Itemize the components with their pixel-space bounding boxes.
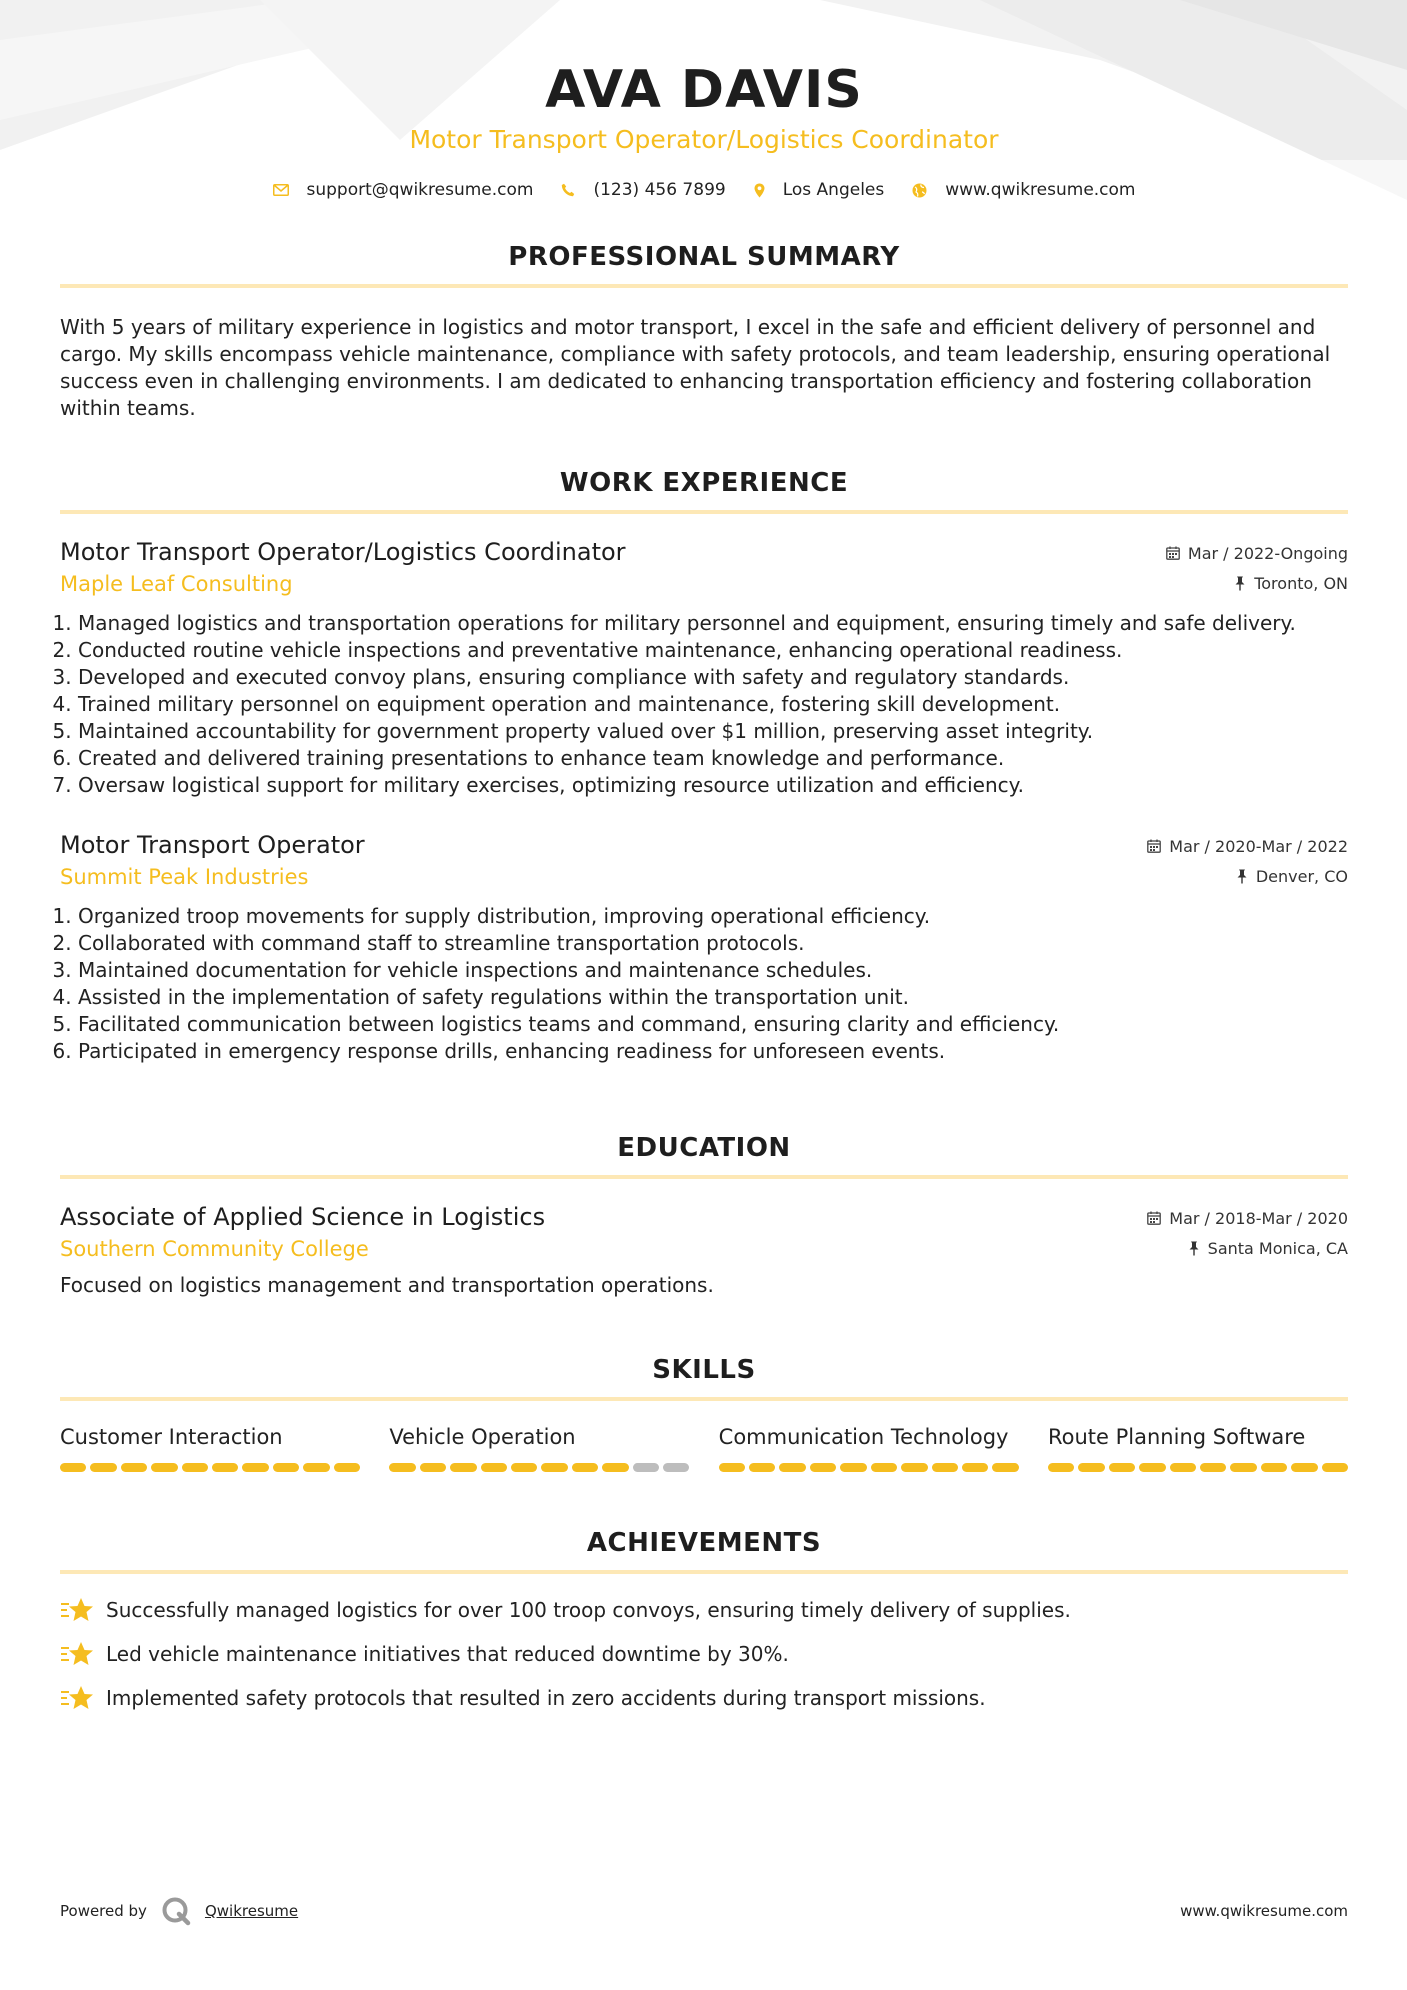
job-location-text: Toronto, ON xyxy=(1254,574,1348,593)
list-item: 4. Assisted in the implementation of safety regulations within the transportation unit. xyxy=(78,984,1348,1011)
skill-segment-filled xyxy=(242,1463,268,1472)
degree-title: Associate of Applied Science in Logistics xyxy=(60,1203,546,1231)
contact-bar xyxy=(60,176,1348,204)
skill-segment-filled xyxy=(1078,1463,1104,1472)
job-date xyxy=(1147,837,1348,856)
job-title: Motor Transport Operator/Logistics Coordinator xyxy=(60,538,626,566)
achievement-text: Successfully managed logistics for over 100 troop convoys, ensuring timely delivery of supplies. xyxy=(106,1598,1071,1622)
skill-segment-filled xyxy=(572,1463,598,1472)
skill-segment-filled xyxy=(511,1463,537,1472)
skill-meter xyxy=(719,1463,1019,1472)
contact-website[interactable] xyxy=(912,180,1135,200)
star-icon xyxy=(60,1685,94,1711)
section-divider xyxy=(60,510,1348,514)
job-company: Maple Leaf Consulting xyxy=(60,572,293,596)
summary-section xyxy=(60,240,1348,422)
education-header-row xyxy=(60,1201,1348,1233)
list-item: 6. Created and delivered training presentations to enhance team knowledge and performance. xyxy=(78,745,1348,772)
job-header-row xyxy=(60,829,1348,861)
pushpin-icon xyxy=(1234,576,1246,591)
education-date-text: Mar / 2018-Mar / 2020 xyxy=(1169,1208,1348,1228)
job-sub-row xyxy=(60,568,1348,600)
education-heading: EDUCATION xyxy=(617,1133,791,1163)
footer-website[interactable]: www.qwikresume.com xyxy=(1180,1902,1348,1920)
education-entry xyxy=(60,1201,1348,1299)
skill-segment-filled xyxy=(992,1463,1018,1472)
skill-name: Communication Technology xyxy=(718,1425,1009,1449)
skill-segment-empty xyxy=(633,1463,659,1472)
skill-segment-filled xyxy=(1139,1463,1165,1472)
list-item: 2. Collaborated with command staff to streamline transportation protocols. xyxy=(78,930,1348,957)
calendar-icon xyxy=(1166,546,1180,560)
experience-section xyxy=(60,466,1348,1065)
envelope-icon xyxy=(273,184,289,196)
achievement-text: Led vehicle maintenance initiatives that reduced downtime by 30%. xyxy=(106,1642,789,1666)
resume-content xyxy=(60,0,1348,1728)
achievements-heading: ACHIEVEMENTS xyxy=(586,1528,822,1558)
job-date-text: Mar / 2022-Ongoing xyxy=(1187,543,1348,563)
skill-segment-filled xyxy=(303,1463,329,1472)
skill-segment-filled xyxy=(932,1463,958,1472)
skill-segment-filled xyxy=(871,1463,897,1472)
skill-segment-filled xyxy=(602,1463,628,1472)
skill-segment-filled xyxy=(60,1463,86,1472)
powered-by-label: Powered by xyxy=(60,1902,147,1920)
skill-segment-filled xyxy=(810,1463,836,1472)
achievement-item xyxy=(60,1596,1348,1624)
contact-location-text: Los Angeles xyxy=(782,180,885,200)
job-date xyxy=(1166,544,1348,563)
skill-segment-filled xyxy=(450,1463,476,1472)
skill-segment-filled xyxy=(779,1463,805,1472)
skill-meter xyxy=(1048,1463,1348,1472)
skill-segment-filled xyxy=(334,1463,360,1472)
skill-item xyxy=(389,1423,689,1472)
skill-segment-filled xyxy=(212,1463,238,1472)
list-item: 1. Managed logistics and transportation operations for military personnel and equipment, ensuring timely and safe delivery. xyxy=(78,610,1348,637)
list-item: 3. Maintained documentation for vehicle inspections and maintenance schedules. xyxy=(78,957,1348,984)
list-item: 4. Trained military personnel on equipment operation and maintenance, fostering skill development. xyxy=(78,691,1348,718)
powered-by xyxy=(60,1896,298,1926)
skill-segment-filled xyxy=(749,1463,775,1472)
contact-email[interactable] xyxy=(273,180,534,200)
pushpin-icon xyxy=(1236,869,1248,884)
section-divider xyxy=(60,1570,1348,1574)
star-icon xyxy=(60,1597,94,1623)
achievement-item xyxy=(60,1684,1348,1712)
summary-heading: PROFESSIONAL SUMMARY xyxy=(508,242,900,272)
section-divider xyxy=(60,1175,1348,1179)
skill-segment-filled xyxy=(541,1463,567,1472)
job-location xyxy=(1236,867,1348,886)
resume-header xyxy=(60,0,1348,204)
skill-segment-filled xyxy=(1322,1463,1348,1472)
skill-segment-filled xyxy=(901,1463,927,1472)
list-item: 5. Facilitated communication between logistics teams and command, ensuring clarity and efficiency. xyxy=(78,1011,1348,1038)
skills-section xyxy=(60,1353,1348,1472)
achievements-list xyxy=(60,1596,1348,1712)
calendar-icon xyxy=(1147,839,1161,853)
experience-heading: WORK EXPERIENCE xyxy=(559,468,849,498)
skill-item xyxy=(60,1423,360,1472)
skill-segment-filled xyxy=(121,1463,147,1472)
section-divider xyxy=(60,1397,1348,1401)
star-icon xyxy=(60,1641,94,1667)
skill-segment-filled xyxy=(420,1463,446,1472)
candidate-name: AVA DAVIS xyxy=(545,60,863,120)
job-location-text: Denver, CO xyxy=(1255,867,1348,886)
achievement-text: Implemented safety protocols that resulted in zero accidents during transport missions. xyxy=(106,1686,986,1710)
education-sub-row xyxy=(60,1233,1348,1265)
skill-segment-filled xyxy=(1048,1463,1074,1472)
section-divider xyxy=(60,284,1348,288)
contact-email-text: support@qwikresume.com xyxy=(306,180,534,200)
map-pin-icon xyxy=(754,183,765,198)
achievements-section xyxy=(60,1526,1348,1712)
job-entry xyxy=(60,536,1348,799)
job-sub-row xyxy=(60,861,1348,893)
page-footer xyxy=(60,1896,1348,1926)
skill-segment-filled xyxy=(151,1463,177,1472)
phone-icon xyxy=(561,183,575,197)
skill-segment-filled xyxy=(273,1463,299,1472)
education-location xyxy=(1188,1239,1348,1258)
summary-text: With 5 years of military experience in logistics and motor transport, I excel in the safe and efficient delivery of personnel and cargo. My skills encompass vehicle maintenance, compliance with safety protocols, and team leadership, ensuring operational success even in challenging environments. I am dedicated to enhancing transportation efficiency and fostering collaboration within teams. xyxy=(60,315,1331,420)
skill-segment-filled xyxy=(1230,1463,1256,1472)
skill-segment-filled xyxy=(840,1463,866,1472)
list-item: 3. Developed and executed convoy plans, ensuring compliance with safety and regulatory standards. xyxy=(78,664,1348,691)
contact-phone-text: (123) 456 7899 xyxy=(593,180,726,200)
job-company: Summit Peak Industries xyxy=(60,865,309,889)
job-bullets xyxy=(60,903,1348,1065)
skill-name: Vehicle Operation xyxy=(389,1425,576,1449)
skills-heading: SKILLS xyxy=(652,1355,756,1385)
list-item: 7. Oversaw logistical support for military exercises, optimizing resource utilization and efficiency. xyxy=(78,772,1348,799)
contact-website-text: www.qwikresume.com xyxy=(945,180,1136,200)
school-name: Southern Community College xyxy=(60,1237,369,1261)
skill-segment-filled xyxy=(481,1463,507,1472)
skill-segment-filled xyxy=(1200,1463,1226,1472)
qwikresume-link[interactable]: Qwikresume xyxy=(204,1902,299,1920)
globe-icon xyxy=(912,183,927,198)
skill-segment-filled xyxy=(1109,1463,1135,1472)
skill-item xyxy=(719,1423,1019,1472)
education-location-text: Santa Monica, CA xyxy=(1207,1239,1348,1258)
list-item: 2. Conducted routine vehicle inspections and preventative maintenance, enhancing operational readiness. xyxy=(78,637,1348,664)
skill-segment-filled xyxy=(1291,1463,1317,1472)
skill-segment-filled xyxy=(90,1463,116,1472)
skill-segment-filled xyxy=(389,1463,415,1472)
job-date-text: Mar / 2020-Mar / 2022 xyxy=(1169,836,1348,856)
job-title: Motor Transport Operator xyxy=(60,831,365,859)
skill-segment-filled xyxy=(1261,1463,1287,1472)
contact-phone[interactable] xyxy=(561,180,725,200)
skill-segment-empty xyxy=(663,1463,689,1472)
pushpin-icon xyxy=(1188,1241,1200,1256)
skill-meter xyxy=(389,1463,689,1472)
skill-segment-filled xyxy=(1170,1463,1196,1472)
qwikresume-logo-icon xyxy=(161,1896,191,1926)
skill-segment-filled xyxy=(719,1463,745,1472)
skills-row xyxy=(60,1423,1348,1472)
skill-meter xyxy=(60,1463,360,1472)
list-item: 1. Organized troop movements for supply distribution, improving operational efficiency. xyxy=(78,903,1348,930)
skill-name: Customer Interaction xyxy=(60,1425,283,1449)
skill-segment-filled xyxy=(182,1463,208,1472)
list-item: 5. Maintained accountability for government property valued over $1 million, preserving asset integrity. xyxy=(78,718,1348,745)
job-location xyxy=(1234,574,1348,593)
education-date xyxy=(1147,1209,1348,1228)
skill-name: Route Planning Software xyxy=(1047,1425,1306,1449)
skill-item xyxy=(1048,1423,1348,1472)
job-bullets xyxy=(60,610,1348,799)
list-item: 6. Participated in emergency response drills, enhancing readiness for unforeseen events. xyxy=(78,1038,1348,1065)
achievement-item xyxy=(60,1640,1348,1668)
contact-location xyxy=(754,180,885,200)
education-section xyxy=(60,1131,1348,1299)
education-description: Focused on logistics management and transportation operations. xyxy=(60,1273,714,1297)
job-header-row xyxy=(60,536,1348,568)
skill-segment-filled xyxy=(962,1463,988,1472)
calendar-icon xyxy=(1147,1211,1161,1225)
job-entry xyxy=(60,829,1348,1065)
candidate-title: Motor Transport Operator/Logistics Coordinator xyxy=(409,125,999,154)
